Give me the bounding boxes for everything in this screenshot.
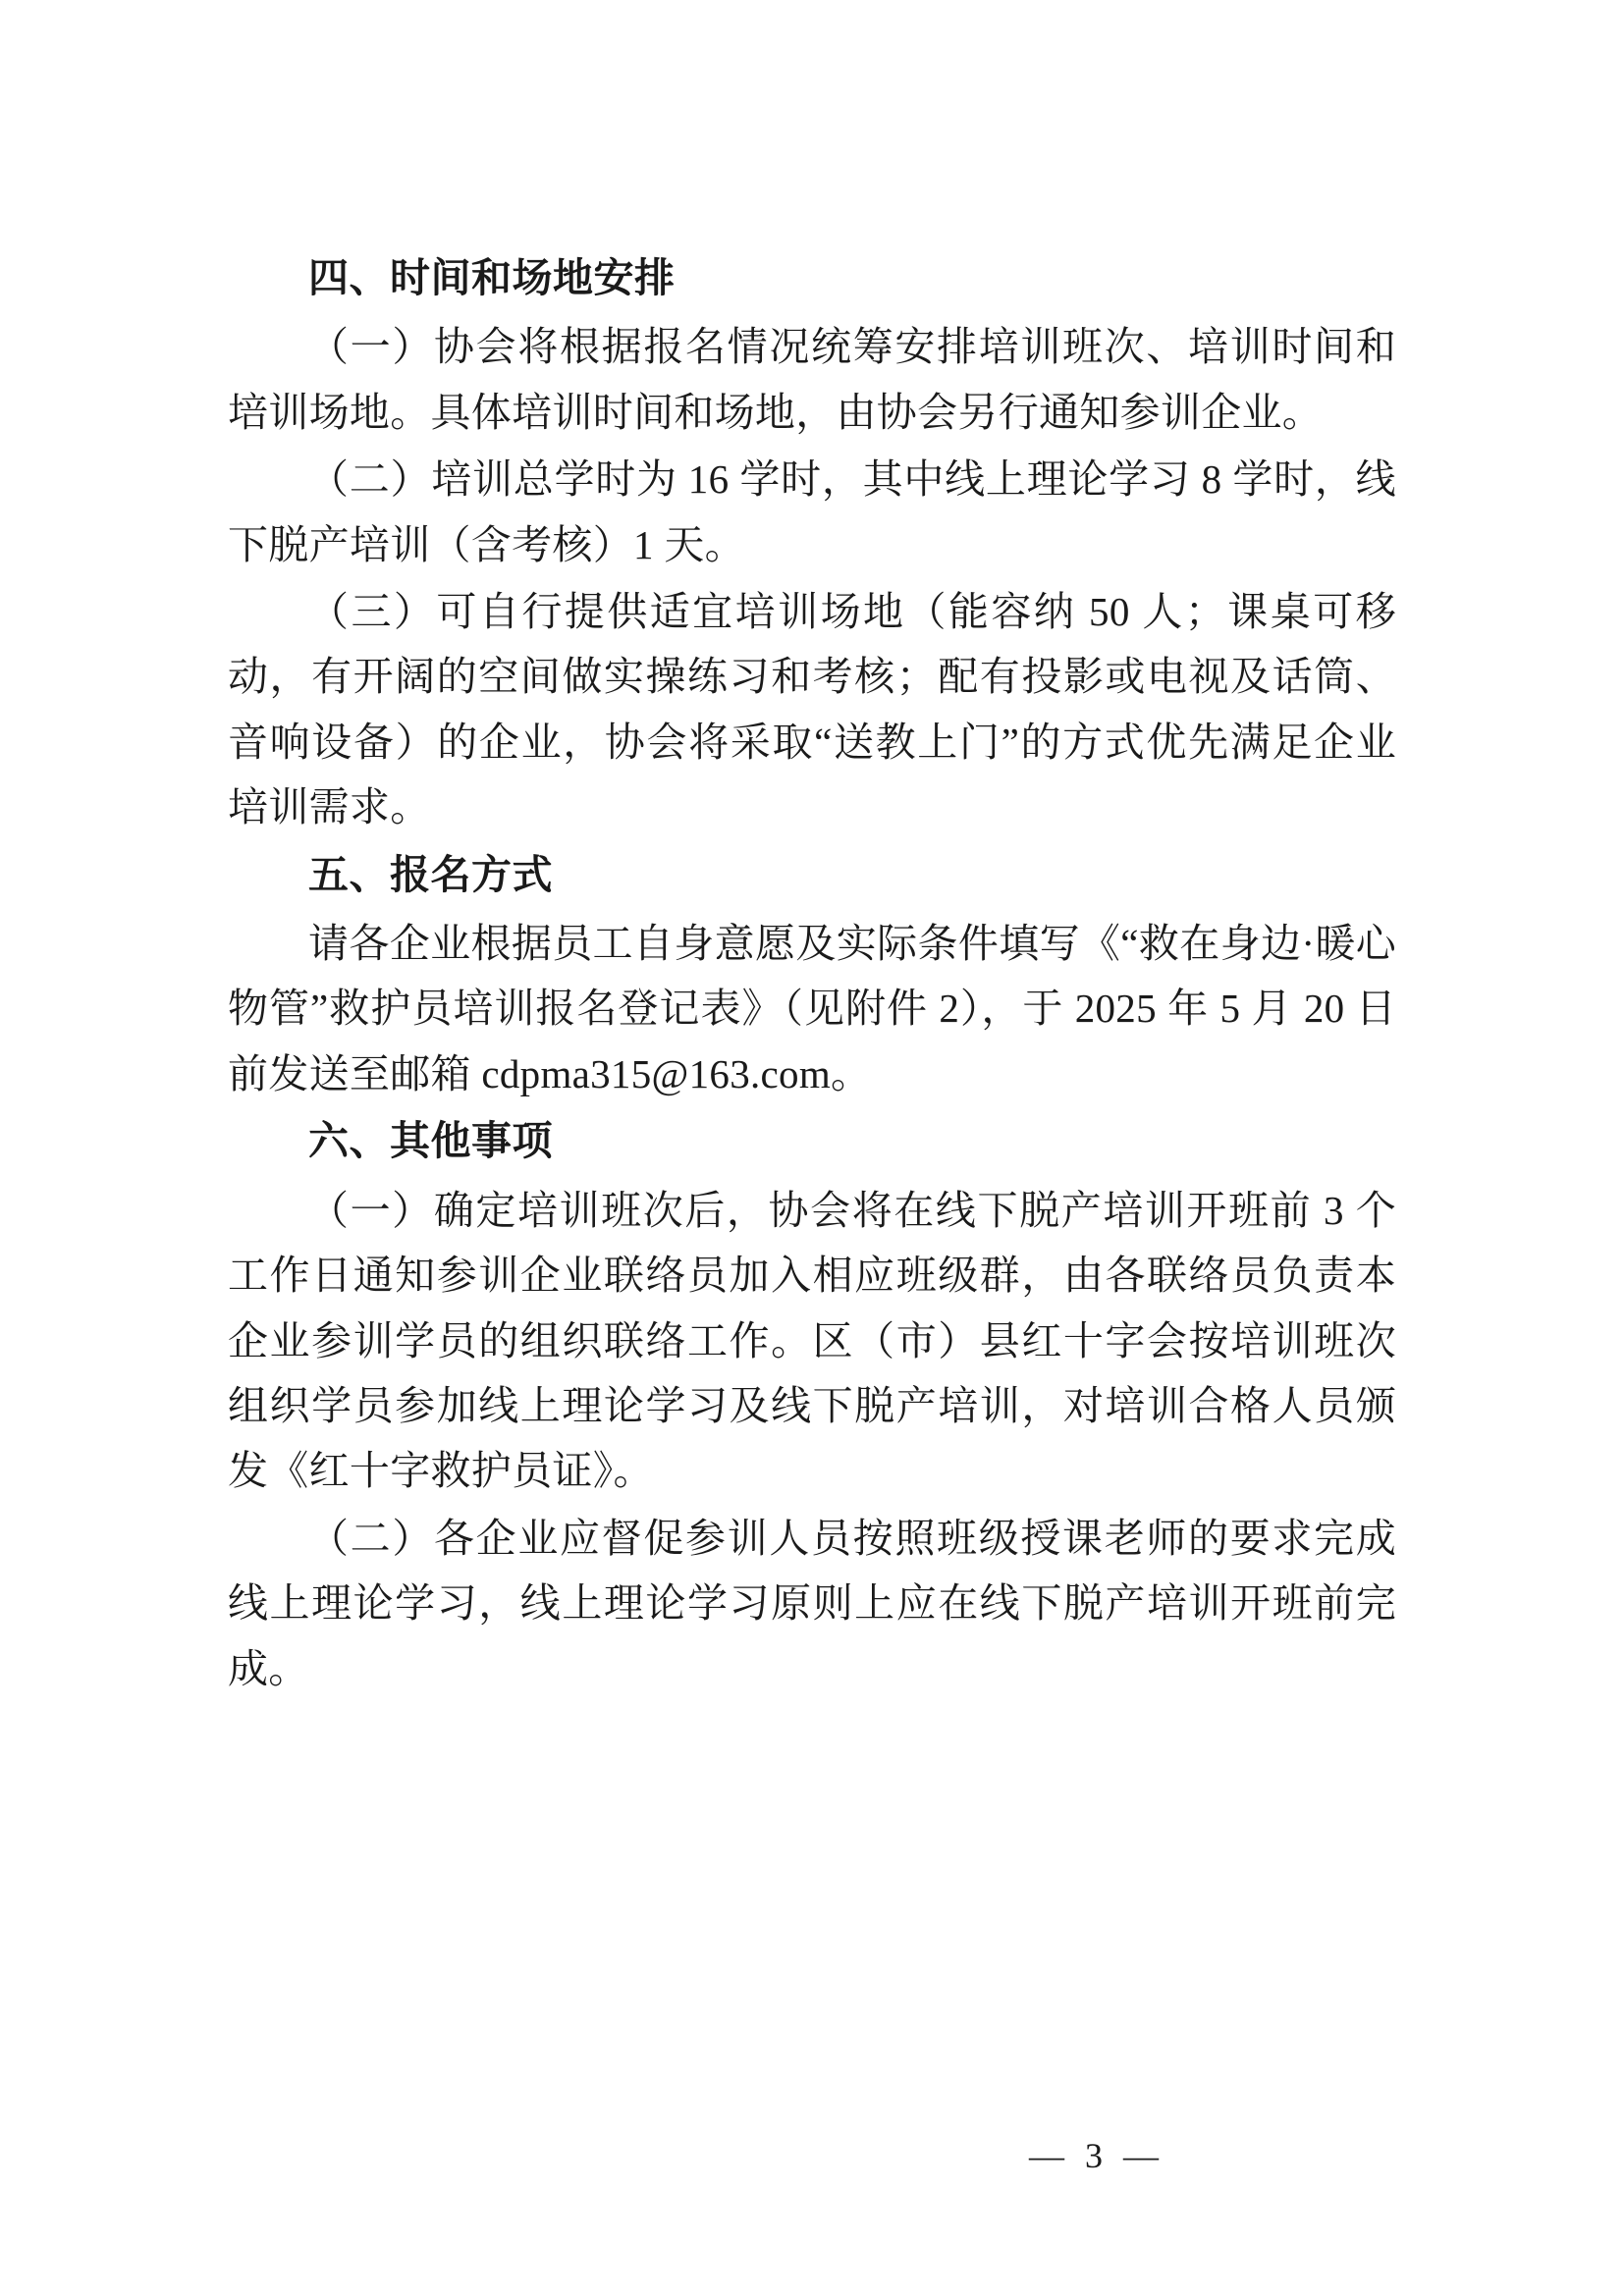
paragraph-five-1: 请各企业根据员工自身意愿及实际条件填写《“救在身边·暖心物管”救护员培训报名登记表》（见附件 2），于 2025 年 5 月 20 日前发送至邮箱 cdpma315@163.com。 — [228, 921, 1396, 1096]
section-heading-four: 四、时间和场地安排 — [308, 255, 676, 300]
section-heading-six: 六、其他事项 — [308, 1118, 553, 1164]
paragraph-six-1: （一）确定培训班次后，协会将在线下脱产培训开班前 3 个工作日通知参训企业联络员加入相应班级群，由各联络员负责本企业参训学员的组织联络工作。区（市）县红十字会按培训班次组织学员参加线上理论学习及线下脱产培训，对培训合格人员颁发《红十字救护员证》。 — [228, 1187, 1396, 1494]
document-body — [228, 245, 1396, 1701]
paragraph-four-2: （二）培训总学时为 16 学时，其中线上理论学习 8 学时，线下脱产培训（含考核）1 天。 — [228, 456, 1396, 567]
paragraph-four-1: （一）协会将根据报名情况统筹安排培训班次、培训时间和培训场地。具体培训时间和场地，由协会另行通知参训企业。 — [228, 324, 1396, 435]
paragraph-four-3: （三）可自行提供适宜培训场地（能容纳 50 人；课桌可移动，有开阔的空间做实操练习和考核；配有投影或电视及话筒、音响设备）的企业，协会将采取“送教上门”的方式优先满足企业培训需求。 — [228, 589, 1396, 830]
page-footer — [0, 2135, 1624, 2176]
page-number: — 3 — — [1029, 2136, 1164, 2175]
section-heading-five: 五、报名方式 — [308, 851, 553, 897]
paragraph-six-2: （二）各企业应督促参训人员按照班级授课老师的要求完成线上理论学习，线上理论学习原则上应在线下脱产培训开班前完成。 — [228, 1515, 1396, 1691]
